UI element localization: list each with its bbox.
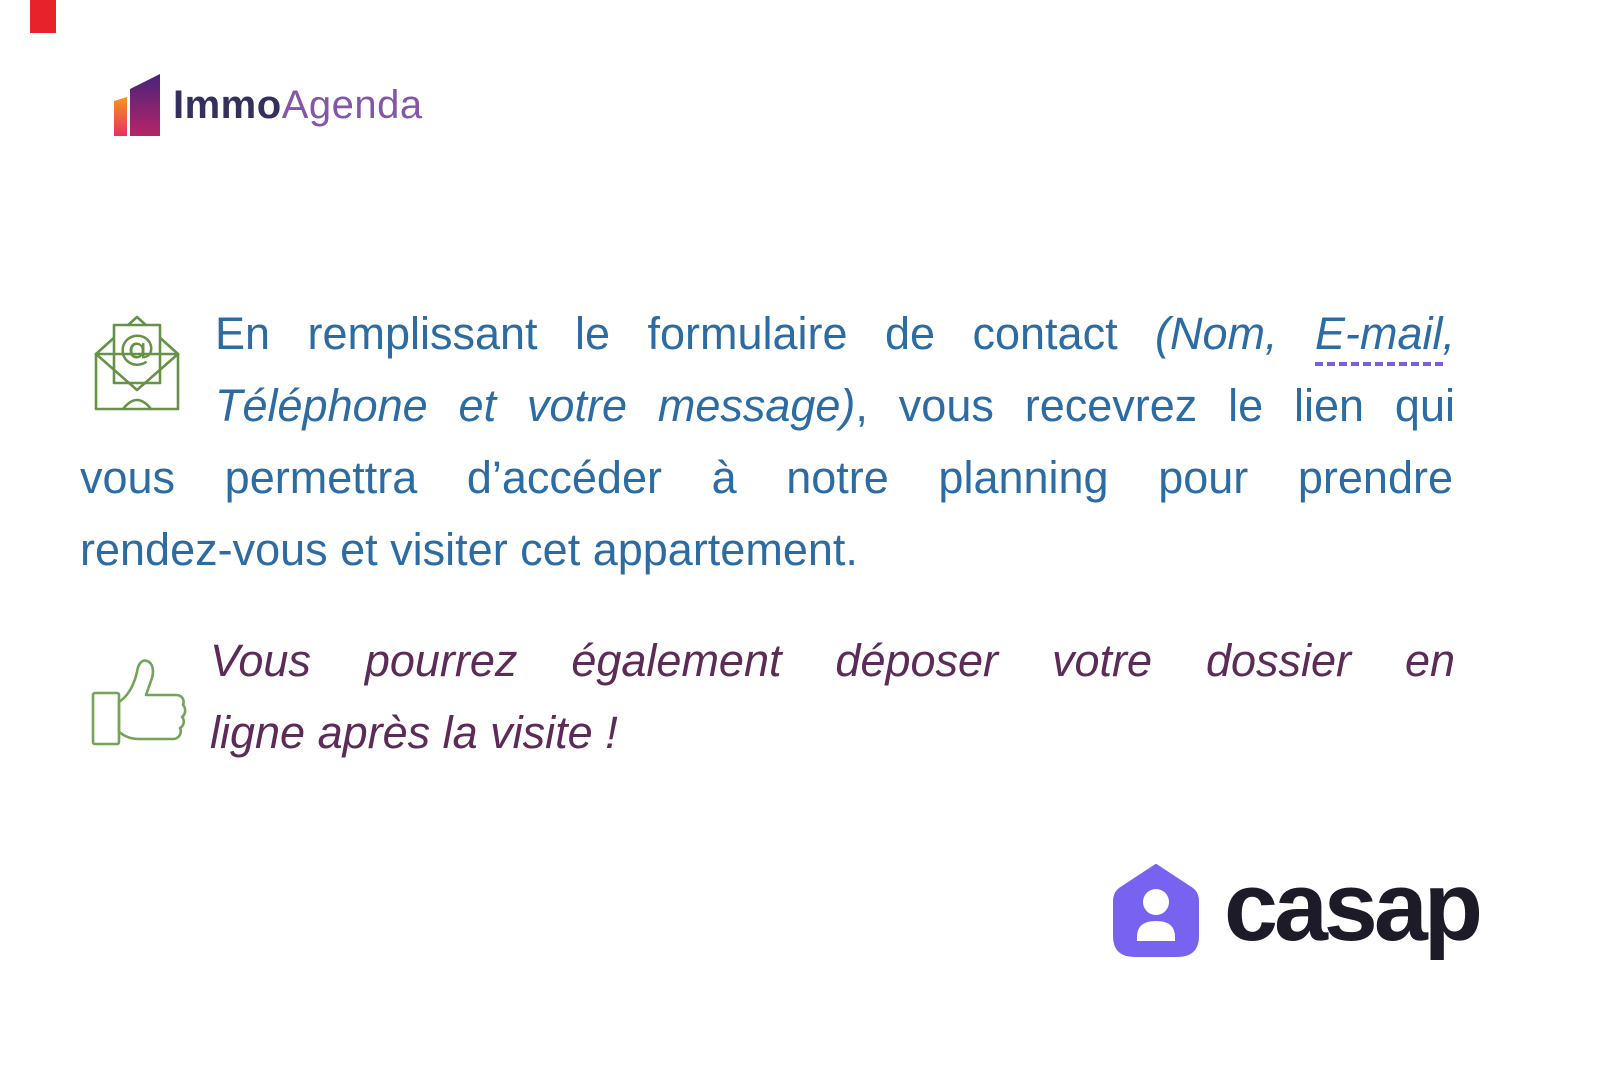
- paragraph1-line3: vous permettra d’accéder à notre planning pour prendre: [80, 452, 1453, 503]
- immoagenda-logo: [114, 74, 423, 136]
- envelope-at-icon: [90, 308, 184, 412]
- brand-name: [173, 74, 423, 136]
- p1l2-regular: , vous recevrez le lien qui: [855, 380, 1455, 431]
- at-symbol: @: [119, 328, 155, 369]
- p1l1-italic: (Nom,: [1155, 308, 1315, 359]
- casap-wordmark: casap: [1224, 852, 1480, 961]
- paragraph2-line2: ligne après la visite !: [210, 707, 618, 758]
- paragraph1-line2: [215, 372, 1455, 440]
- p1l1-regular: En remplissant le formulaire de contact: [215, 308, 1156, 359]
- paragraph1-line1: [215, 300, 1455, 368]
- casap-logo: [1112, 852, 1480, 961]
- email-underlined-word: E-mail: [1315, 308, 1443, 366]
- house-person-icon: [1112, 864, 1200, 957]
- paragraph2-line1: Vous pourrez également déposer votre dossier en: [210, 635, 1455, 686]
- brand-name-bold: Immo: [173, 83, 282, 127]
- paragraph1-line4: rendez-vous et visiter cet appartement.: [80, 524, 858, 575]
- building-bars-icon: [114, 74, 164, 136]
- p1l2-italic: Téléphone et votre message): [215, 380, 856, 431]
- thumbs-up-icon: [90, 646, 192, 746]
- red-mark: [30, 0, 56, 33]
- brand-name-light: Agenda: [281, 83, 423, 127]
- p1l1-comma: ,: [1442, 308, 1455, 359]
